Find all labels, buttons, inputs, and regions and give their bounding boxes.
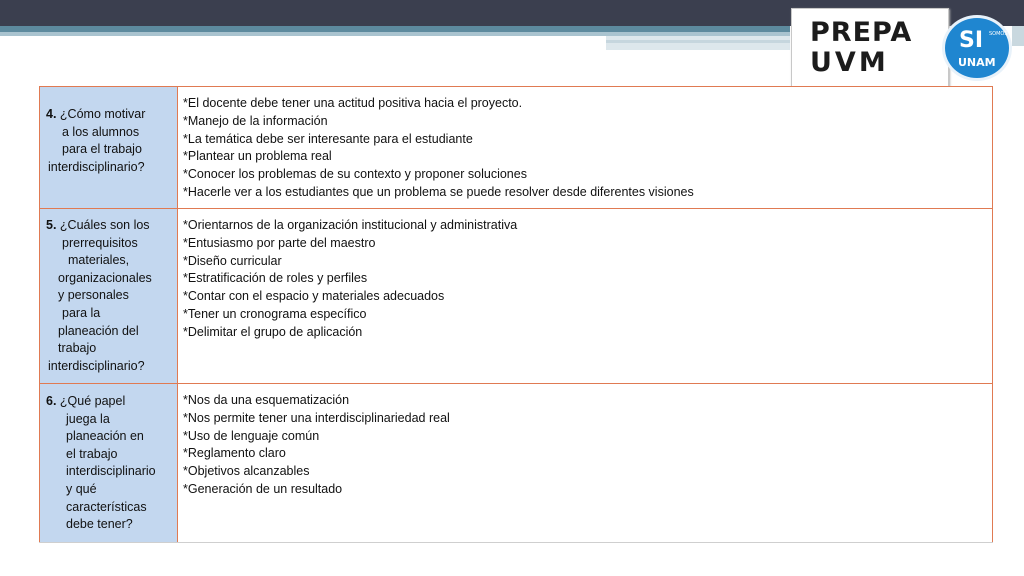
list-item: *Nos da una esquematización <box>183 393 350 407</box>
answer-list <box>178 209 992 342</box>
question-line: prerrequisitos <box>62 235 138 250</box>
list-item: *Delimitar el grupo de aplicación <box>183 324 363 339</box>
list-item: *Manejo de la información <box>183 113 328 128</box>
answer-cell <box>178 209 993 384</box>
question-number: 4. <box>46 107 57 121</box>
question-line: a los alumnos <box>62 124 140 139</box>
logo-text-uvm: UVM <box>810 47 889 78</box>
question-line: características <box>66 499 147 514</box>
list-item: *Estratificación de roles y perfiles <box>183 271 368 286</box>
logo-text-prepa: PREPA <box>810 17 913 48</box>
question-line: y qué <box>66 481 97 496</box>
accent-stripe-thin <box>606 40 790 43</box>
answer-list <box>178 384 992 499</box>
list-item: *Generación de un resultado <box>183 481 343 496</box>
list-item: *El docente debe tener una actitud positiva hacia el proyecto. <box>183 96 523 110</box>
question-line: planeación del <box>58 323 139 338</box>
question-line: interdisciplinario? <box>48 358 145 373</box>
question-line: materiales, <box>68 253 130 268</box>
list-item: *Entusiasmo por parte del maestro <box>183 235 376 250</box>
question-cell <box>40 87 178 209</box>
list-item: *Orientarnos de la organización institucional y administrativa <box>183 218 518 232</box>
list-item: *Plantear un problema real <box>183 149 332 164</box>
si-somos-unam-badge <box>942 15 1012 81</box>
list-item: *Reglamento claro <box>183 446 286 461</box>
question-number: 6. <box>46 394 57 408</box>
answer-cell <box>178 384 993 543</box>
list-item: *Conocer los problemas de su contexto y proponer soluciones <box>183 167 527 182</box>
question-line: organizacionales <box>58 270 152 285</box>
question-line: y personales <box>58 288 129 303</box>
question-line: para el trabajo <box>62 142 142 157</box>
accent-stripe-pale <box>606 36 790 50</box>
question-line: planeación en <box>66 429 144 444</box>
question-line: interdisciplinario <box>66 464 156 479</box>
table-row <box>40 209 993 384</box>
question-text <box>40 209 177 375</box>
prepa-uvm-logo <box>791 8 949 88</box>
question-line: juega la <box>66 411 110 426</box>
list-item: *Contar con el espacio y materiales adecuados <box>183 289 445 304</box>
answer-list <box>178 87 992 202</box>
question-line: ¿Cómo motivar <box>59 107 146 121</box>
list-item: *Uso de lenguaje común <box>183 428 320 443</box>
list-item: *Objetivos alcanzables <box>183 464 310 479</box>
badge-somos-text: SOMOS <box>989 31 1008 37</box>
question-text <box>40 384 177 534</box>
question-cell <box>40 209 178 384</box>
list-item: *La temática debe ser interesante para el estudiante <box>183 131 473 146</box>
list-item: *Hacerle ver a los estudiantes que un problema se puede resolver desde diferentes visiones <box>183 184 694 199</box>
question-number: 5. <box>46 218 57 232</box>
question-line: trabajo <box>58 341 97 356</box>
list-item: *Tener un cronograma específico <box>183 306 367 321</box>
table-row <box>40 384 993 543</box>
table-row <box>40 87 993 209</box>
question-line: ¿Qué papel <box>59 394 126 408</box>
accent-stripe-right <box>1012 26 1024 46</box>
question-line: ¿Cuáles son los <box>59 218 150 232</box>
question-line: el trabajo <box>66 446 118 461</box>
bottom-divider <box>39 542 993 543</box>
question-line: interdisciplinario? <box>48 159 145 174</box>
question-line: para la <box>62 305 101 320</box>
question-line: debe tener? <box>66 517 133 532</box>
question-cell <box>40 384 178 543</box>
list-item: *Diseño curricular <box>183 253 282 268</box>
answer-cell <box>178 87 993 209</box>
question-text <box>40 87 177 176</box>
list-item: *Nos permite tener una interdisciplinariedad real <box>183 410 450 425</box>
badge-unam-text: UNAM <box>958 56 996 69</box>
badge-si-text: SI <box>959 28 984 53</box>
questions-table <box>39 86 993 543</box>
